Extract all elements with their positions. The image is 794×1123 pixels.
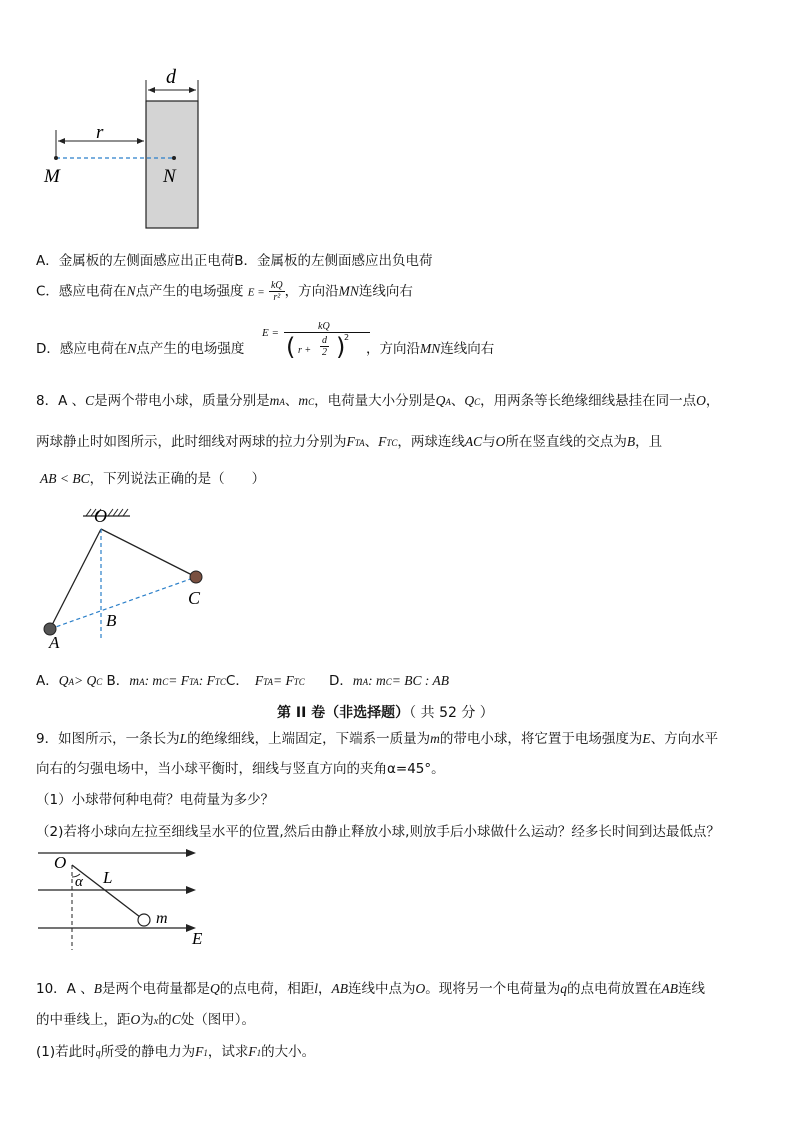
q7-c-fraction: $\frac{kQ}{\text{r²}}$ bbox=[270, 280, 283, 303]
q7-d-fraction: kQ ( r + $\frac{d}{2}$ ) 2 bbox=[284, 318, 370, 366]
label-d: d bbox=[166, 66, 176, 88]
ceiling-hatch bbox=[86, 509, 128, 516]
ball-C bbox=[190, 571, 202, 583]
label-L: L bbox=[103, 868, 113, 887]
label-C: C bbox=[188, 588, 201, 608]
q10-sub-1: (1)若此时q所受的静电力为F1，试求F1的大小。 bbox=[36, 1044, 316, 1060]
label-m: m bbox=[156, 910, 168, 927]
label-r: r bbox=[96, 122, 104, 143]
q9-sub-2: （2)若将小球向左拉至细线呈水平的位置,然后由静止释放小球,则放手后小球做什么运动？经多长时间到达最低点？ bbox=[36, 824, 720, 840]
label-E: E bbox=[192, 929, 203, 948]
q10-line-1: 10．A 、B是两个电荷量都是Q的点电荷，相距l，AB连线中点为O。现将另一个电荷量为q的点电荷放置在AB连线 bbox=[36, 981, 705, 997]
q8-line-1: 8．A 、C是两个带电小球，质量分别是mA、mC，电荷量大小分别是QA、QC，用两条等长绝缘细线悬挂在同一点O， bbox=[36, 393, 720, 409]
pendulum-figure bbox=[0, 500, 794, 660]
q9-line-1: 9．如图所示，一条长为L的绝缘细线，上端固定，下端系一质量为m的带电小球，将它置于电场强度为E、方向水平 bbox=[36, 731, 719, 747]
q7-option-a-b bbox=[36, 252, 433, 270]
section-title: 第 II 卷（非选择题） bbox=[277, 705, 410, 721]
q8-line-2: 两球静止时如图所示，此时细线对两球的拉力分别为FTA、FTC，两球连线AC与O所在竖直线的交点为B，且 bbox=[36, 434, 663, 450]
q8-options: A．QA> QC B．mA: mC= FTA: FTCC． FTA= FTC D．mA: mC= BC : AB bbox=[36, 673, 450, 689]
section-score: （ 共 52 分 ） bbox=[409, 705, 494, 721]
plate-figure bbox=[0, 0, 794, 240]
q9-sub-1: （1）小球带何种电荷？电荷量为多少？ bbox=[36, 792, 275, 808]
metal-plate bbox=[146, 101, 198, 228]
q9-line-2: 向右的匀强电场中，当小球平衡时，细线与竖直方向的夹角α=45°。 bbox=[36, 761, 445, 777]
label-M: M bbox=[44, 166, 60, 187]
q8-line-3: AB < BC，下列说法正确的是（ ） bbox=[40, 471, 266, 487]
label-A: A bbox=[49, 633, 60, 652]
label-alpha: α bbox=[75, 874, 83, 890]
q10-line-2: 的中垂线上，距O为x的C处（图甲）。 bbox=[36, 1012, 255, 1028]
field-figure bbox=[0, 845, 794, 955]
point-N bbox=[172, 156, 176, 160]
q7-option-c: C．感应电荷在N点产生的电场强度 E = $\frac{kQ}{\text{r²}}$ ，方向沿MN连线向右 bbox=[36, 280, 413, 303]
point-M bbox=[54, 156, 58, 160]
label-O: O bbox=[54, 853, 67, 872]
label-N: N bbox=[163, 166, 176, 187]
string-OC bbox=[101, 529, 196, 577]
section-header bbox=[277, 704, 494, 722]
q7-option-b: B．金属板的左侧面感应出负电荷 bbox=[234, 253, 433, 269]
q7-option-a: A．金属板的左侧面感应出正电荷 bbox=[36, 253, 235, 269]
label-B: B bbox=[106, 611, 117, 630]
ball-m bbox=[138, 914, 150, 926]
label-O: O bbox=[94, 506, 107, 526]
